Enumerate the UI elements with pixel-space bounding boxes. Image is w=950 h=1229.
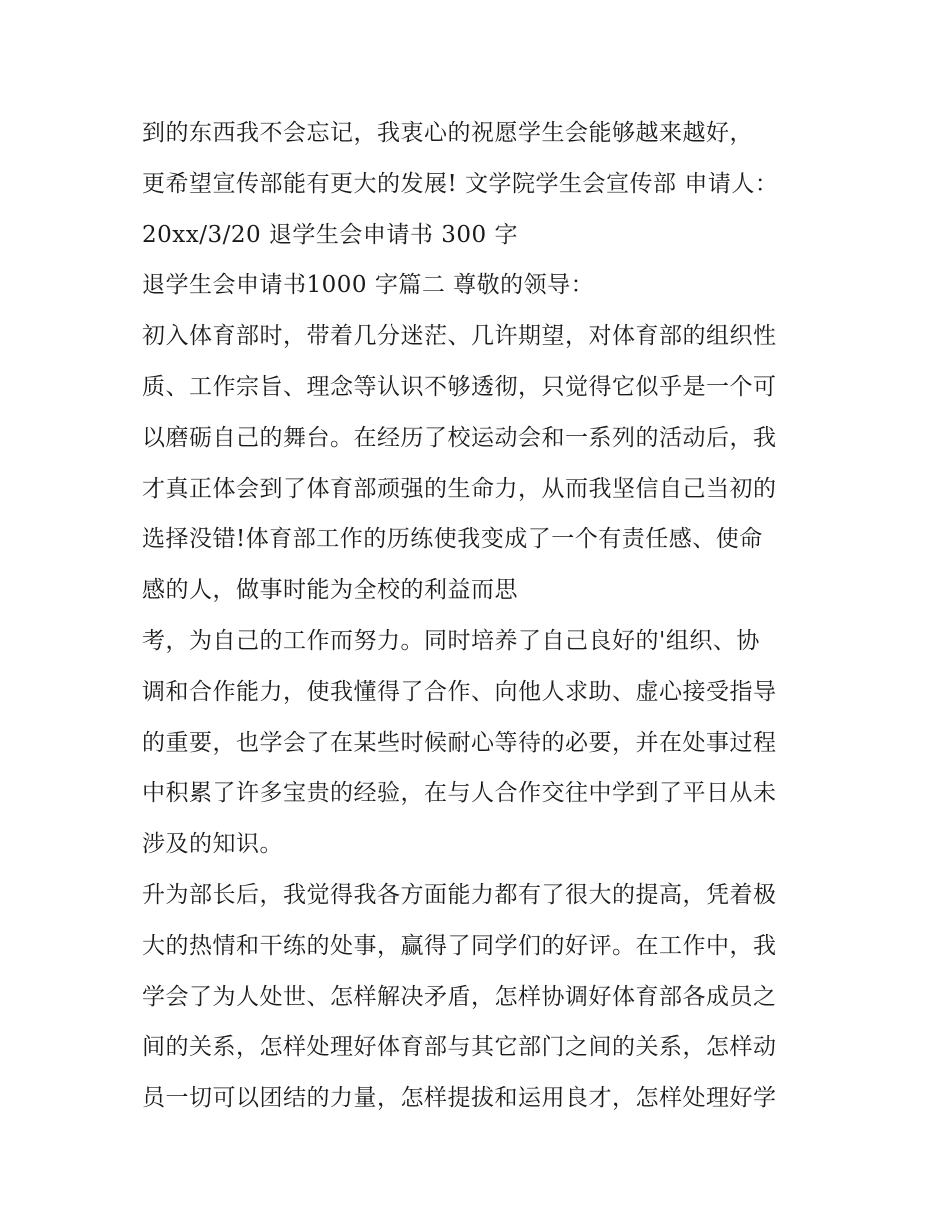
text-line: 以磨砺自己的舞台。在经历了校运动会和一系列的活动后，我 [142,424,777,451]
text-line: 学会了为人处世、怎样解决矛盾，怎样协调好体育部各成员之 [142,983,777,1010]
text-line: 考，为自己的工作而努力。同时培养了自己良好的'组织、协 [142,627,760,654]
text-line: 的重要，也学会了在某些时候耐心等待的必要，并在处事过程 [142,729,777,756]
text-line: 退学生会申请书1000 字篇二 尊敬的领导： [142,272,595,299]
text-line: 涉及的知识。 [142,831,283,858]
text-line: 质、工作宗旨、理念等认识不够透彻，只觉得它似乎是一个可 [142,373,777,400]
text-line: 更希望宣传部能有更大的发展! 文学院学生会宣传部 申请人： [142,170,779,197]
text-line: 初入体育部时，带着几分迷茫、几许期望，对体育部的组织性 [142,323,777,350]
text-line: 大的热情和干练的处事，赢得了同学们的好评。在工作中，我 [142,932,777,959]
text-line: 20xx/3/20 退学生会申请书 300 字 [142,221,518,248]
text-line: 员一切可以团结的力量，怎样提拔和运用良才，怎样处理好学 [142,1085,777,1112]
text-line: 间的关系，怎样处理好体育部与其它部门之间的关系，怎样动 [142,1034,777,1061]
text-line: 感的人，做事时能为全校的利益而思 [142,577,518,604]
text-line: 调和合作能力，使我懂得了合作、向他人求助、虚心接受指导 [142,678,777,705]
document-body [142,108,822,1124]
text-line: 才真正体会到了体育部顽强的生命力，从而我坚信自己当初的 [142,475,777,502]
text-line: 选择没错!体育部工作的历练使我变成了一个有责任感、使命 [142,526,763,553]
text-line: 中积累了许多宝贵的经验，在与人合作交往中学到了平日从未 [142,780,777,807]
text-line: 到的东西我不会忘记，我衷心的祝愿学生会能够越来越好， [142,120,753,146]
text-line: 升为部长后，我觉得我各方面能力都有了很大的提高，凭着极 [142,881,777,908]
